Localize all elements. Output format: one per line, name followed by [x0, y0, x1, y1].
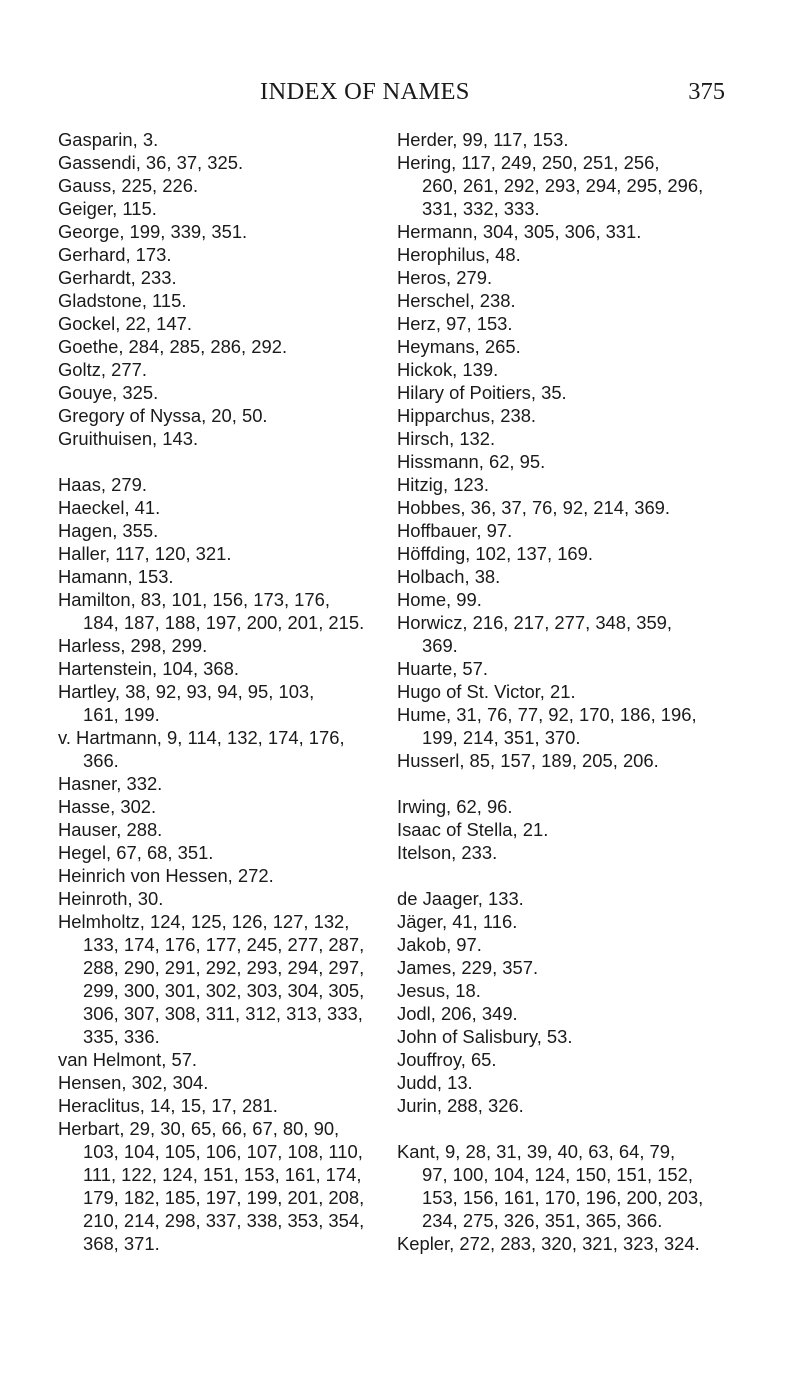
index-entry: Home, 99. — [397, 589, 482, 610]
index-entry: Haeckel, 41. — [58, 497, 161, 518]
index-entry: Gauss, 225, 226. — [58, 175, 199, 196]
index-entry: Gockel, 22, 147. — [58, 313, 192, 334]
letter-group — [397, 1140, 743, 1255]
index-entry: Harless, 298, 299. — [58, 635, 208, 656]
index-entry: Itelson, 233. — [397, 842, 498, 863]
index-entry: Huarte, 57. — [397, 658, 488, 679]
index-entry: Geiger, 115. — [58, 198, 157, 219]
letter-group-gap — [397, 864, 743, 887]
index-entry: Hegel, 67, 68, 351. — [58, 842, 214, 863]
index-entry: Höffding, 102, 137, 169. — [397, 543, 593, 564]
index-entry: Heymans, 265. — [397, 336, 521, 357]
index-entry: van Helmont, 57. — [58, 1049, 198, 1070]
index-entry: George, 199, 339, 351. — [58, 221, 248, 242]
index-entry: Hitzig, 123. — [397, 474, 489, 495]
index-entry: Holbach, 38. — [397, 566, 501, 587]
index-entry: Gregory of Nyssa, 20, 50. — [58, 405, 268, 426]
index-entry: Horwicz, 216, 217, 277, 348, 359, 369. — [397, 612, 673, 656]
index-entry: Judd, 13. — [397, 1072, 473, 1093]
index-entry: Hauser, 288. — [58, 819, 163, 840]
index-entry: Jurin, 288, 326. — [397, 1095, 524, 1116]
letter-group — [58, 128, 388, 450]
index-entry: de Jaager, 133. — [397, 888, 524, 909]
index-entry: Hickok, 139. — [397, 359, 499, 380]
index-column-right — [397, 128, 743, 1255]
index-entry: Hartenstein, 104, 368. — [58, 658, 239, 679]
index-column-left — [58, 128, 388, 1255]
index-entry: Hirsch, 132. — [397, 428, 496, 449]
index-entry: Hermann, 304, 305, 306, 331. — [397, 221, 642, 242]
index-entry: Herophilus, 48. — [397, 244, 521, 265]
index-entry: Gerhard, 173. — [58, 244, 172, 265]
index-entry: Heros, 279. — [397, 267, 493, 288]
page-header — [260, 78, 725, 110]
index-entry: Jesus, 18. — [397, 980, 481, 1001]
index-entry: Hasner, 332. — [58, 773, 163, 794]
index-entry: Heinrich von Hessen, 272. — [58, 865, 274, 886]
letter-group — [397, 128, 743, 772]
index-entry: Hobbes, 36, 37, 76, 92, 214, 369. — [397, 497, 671, 518]
index-entry: Gruithuisen, 143. — [58, 428, 199, 449]
index-entry: Hagen, 355. — [58, 520, 159, 541]
index-entry: Haas, 279. — [58, 474, 147, 495]
index-entry: Kant, 9, 28, 31, 39, 40, 63, 64, 79, 97, 100, 104, 124, 150, 151, 152, 153, 156, 161, 170, 196, 200, 203, 234, 275, 326, 351, 365, 366. — [397, 1141, 704, 1231]
index-entry: Herz, 97, 153. — [397, 313, 513, 334]
page-number: 375 — [688, 78, 725, 105]
index-entry: Jodl, 206, 349. — [397, 1003, 518, 1024]
index-entry: Herschel, 238. — [397, 290, 516, 311]
index-entry: Hugo of St. Victor, 21. — [397, 681, 576, 702]
index-entry: Jouffroy, 65. — [397, 1049, 497, 1070]
index-entry: Heinroth, 30. — [58, 888, 164, 909]
index-entry: Hilary of Poitiers, 35. — [397, 382, 567, 403]
index-entry: Hasse, 302. — [58, 796, 157, 817]
index-entry: Jäger, 41, 116. — [397, 911, 518, 932]
index-entry: Goethe, 284, 285, 286, 292. — [58, 336, 288, 357]
index-entry: James, 229, 357. — [397, 957, 539, 978]
letter-group — [397, 795, 743, 864]
letter-group — [397, 887, 743, 1117]
letter-group-gap — [397, 1117, 743, 1140]
index-entry: v. Hartmann, 9, 114, 132, 174, 176, 366. — [58, 727, 345, 771]
page-title: INDEX OF NAMES — [260, 78, 470, 105]
index-entry: Haller, 117, 120, 321. — [58, 543, 232, 564]
index-entry: Hartley, 38, 92, 93, 94, 95, 103, 161, 199. — [58, 681, 315, 725]
index-entry: Gasparin, 3. — [58, 129, 159, 150]
index-entry: John of Salisbury, 53. — [397, 1026, 573, 1047]
index-entry: Herder, 99, 117, 153. — [397, 129, 569, 150]
index-entry: Hering, 117, 249, 250, 251, 256, 260, 261, 292, 293, 294, 295, 296, 331, 332, 333. — [397, 152, 704, 219]
index-entry: Husserl, 85, 157, 189, 205, 206. — [397, 750, 659, 771]
letter-group-gap — [58, 450, 388, 473]
index-entry: Hensen, 302, 304. — [58, 1072, 209, 1093]
index-entry: Kepler, 272, 283, 320, 321, 323, 324. — [397, 1233, 700, 1254]
index-entry: Heraclitus, 14, 15, 17, 281. — [58, 1095, 278, 1116]
index-entry: Hoffbauer, 97. — [397, 520, 513, 541]
index-entry: Helmholtz, 124, 125, 126, 127, 132, 133, 174, 176, 177, 245, 277, 287, 288, 290, 291, 292, 293, 294, 297, 299, 300, 301, 302, 303, 304, 305, 306, 307, 308, 311, 312, 313, 333, 335, 336. — [58, 911, 365, 1047]
index-entry: Gladstone, 115. — [58, 290, 187, 311]
index-entry: Goltz, 277. — [58, 359, 147, 380]
index-entry: Herbart, 29, 30, 65, 66, 67, 80, 90, 103, 104, 105, 106, 107, 108, 110, 111, 122, 124, 151, 153, 161, 174, 179, 182, 185, 197, 199, 201, 208, 210, 214, 298, 337, 338, 353, 354, 368, 371. — [58, 1118, 365, 1254]
index-entry: Hamann, 153. — [58, 566, 174, 587]
index-entry: Gerhardt, 233. — [58, 267, 177, 288]
index-entry: Hissmann, 62, 95. — [397, 451, 546, 472]
index-entry: Hamilton, 83, 101, 156, 173, 176, 184, 187, 188, 197, 200, 201, 215. — [58, 589, 365, 633]
index-entry: Gassendi, 36, 37, 325. — [58, 152, 244, 173]
letter-group-gap — [397, 772, 743, 795]
index-entry: Isaac of Stella, 21. — [397, 819, 549, 840]
index-entry: Hipparchus, 238. — [397, 405, 537, 426]
index-entry: Hume, 31, 76, 77, 92, 170, 186, 196, 199, 214, 351, 370. — [397, 704, 697, 748]
index-entry: Gouye, 325. — [58, 382, 159, 403]
index-entry: Irwing, 62, 96. — [397, 796, 513, 817]
letter-group — [58, 473, 388, 1255]
index-entry: Jakob, 97. — [397, 934, 482, 955]
